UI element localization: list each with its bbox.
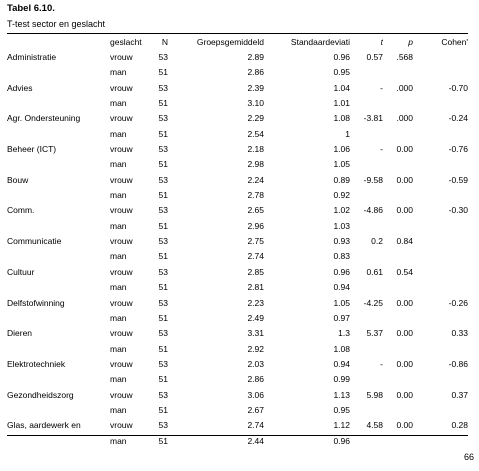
cell-gender: man bbox=[110, 374, 127, 385]
cell-gender: man bbox=[110, 98, 127, 109]
cell-group-mean: 2.74 bbox=[247, 251, 264, 262]
cell-std-dev: 1.04 bbox=[333, 82, 350, 93]
cell-sector: Delfstofwinning bbox=[7, 297, 65, 308]
cell-t: -4.86 bbox=[363, 205, 383, 216]
cell-t: 0.57 bbox=[366, 52, 383, 62]
cell-p bbox=[383, 65, 413, 80]
cell-cohens-d: 0.33 bbox=[451, 328, 468, 339]
cell-std-dev: 0.94 bbox=[333, 282, 350, 293]
cell-std-dev: 1.05 bbox=[333, 297, 350, 308]
cell-std-dev: 1.13 bbox=[333, 389, 350, 400]
table-row bbox=[7, 296, 471, 311]
cell-cohens-d bbox=[413, 50, 471, 65]
cell-n: 51 bbox=[158, 159, 168, 170]
cell-cohens-d: -0.30 bbox=[448, 205, 468, 216]
cell-std-dev: 0.92 bbox=[333, 190, 350, 201]
cell-sector bbox=[7, 65, 110, 80]
cell-cohens-d bbox=[413, 280, 471, 295]
cell-sector: Agr. Ondersteuning bbox=[7, 113, 81, 124]
table-row bbox=[7, 173, 471, 188]
cell-p bbox=[383, 96, 413, 111]
cell-gender: man bbox=[110, 312, 127, 323]
cell-sector bbox=[7, 219, 110, 234]
cell-sector: Glas, aardewerk en bbox=[7, 420, 81, 431]
cell-std-dev: 0.94 bbox=[333, 358, 350, 369]
cell-p: 0.54 bbox=[396, 266, 413, 277]
cell-n: 51 bbox=[158, 98, 168, 109]
cell-cohens-d bbox=[413, 219, 471, 234]
cell-n: 51 bbox=[158, 435, 168, 446]
table-row bbox=[7, 342, 471, 357]
table-row bbox=[7, 418, 471, 433]
cell-group-mean: 2.81 bbox=[247, 282, 264, 293]
cell-gender: man bbox=[110, 404, 127, 415]
cell-t: - bbox=[380, 144, 383, 155]
table-row bbox=[7, 234, 471, 249]
cell-group-mean: 2.44 bbox=[247, 435, 264, 446]
cell-std-dev: 0.97 bbox=[333, 312, 350, 323]
cell-sector bbox=[7, 249, 110, 264]
cell-std-dev: 1.08 bbox=[333, 343, 350, 354]
cell-group-mean: 2.75 bbox=[247, 236, 264, 247]
cell-sector: Communicatie bbox=[7, 236, 62, 247]
header-n: N bbox=[161, 37, 168, 47]
cell-t: 5.98 bbox=[366, 389, 383, 400]
cell-t bbox=[350, 188, 383, 203]
cell-sector: Gezondheidszorg bbox=[7, 389, 74, 400]
cell-group-mean: 2.78 bbox=[247, 190, 264, 201]
cell-t bbox=[350, 127, 383, 142]
cell-t: 5.37 bbox=[366, 328, 383, 339]
cell-p bbox=[383, 342, 413, 357]
cell-group-mean: 2.18 bbox=[247, 144, 264, 155]
table-row bbox=[7, 249, 471, 264]
cell-n: 53 bbox=[158, 82, 168, 93]
cell-cohens-d bbox=[413, 372, 471, 387]
cell-p bbox=[383, 219, 413, 234]
cell-group-mean: 2.67 bbox=[247, 404, 264, 415]
cell-gender: vrouw bbox=[110, 358, 133, 369]
cell-group-mean: 2.74 bbox=[247, 420, 264, 431]
cell-gender: vrouw bbox=[110, 113, 133, 124]
cell-sector bbox=[7, 342, 110, 357]
cell-n: 53 bbox=[158, 266, 168, 277]
header-p: p bbox=[408, 37, 413, 47]
cell-std-dev: 1.02 bbox=[333, 205, 350, 216]
cell-p: 0.00 bbox=[396, 389, 413, 400]
cell-cohens-d bbox=[413, 65, 471, 80]
cell-t bbox=[350, 280, 383, 295]
table-row bbox=[7, 81, 471, 96]
table-row bbox=[7, 127, 471, 142]
cell-sector bbox=[7, 311, 110, 326]
table-row bbox=[7, 50, 471, 65]
cell-n: 51 bbox=[158, 312, 168, 323]
cell-gender: man bbox=[110, 220, 127, 231]
cell-sector: Cultuur bbox=[7, 266, 35, 277]
cell-gender: man bbox=[110, 343, 127, 354]
table-row bbox=[7, 96, 471, 111]
cell-t: 0.61 bbox=[366, 266, 383, 277]
cell-group-mean: 2.23 bbox=[247, 297, 264, 308]
cell-sector bbox=[7, 157, 110, 172]
cell-n: 53 bbox=[158, 144, 168, 155]
cell-n: 51 bbox=[158, 404, 168, 415]
table-row bbox=[7, 188, 471, 203]
cell-n: 51 bbox=[158, 282, 168, 293]
cell-cohens-d: -0.24 bbox=[448, 113, 468, 124]
header-group-mean: Groepsgemiddeld bbox=[196, 37, 264, 47]
cell-std-dev: 0.96 bbox=[333, 435, 350, 446]
cell-cohens-d: -0.70 bbox=[448, 82, 468, 93]
table-header-row bbox=[7, 35, 471, 50]
cell-t: -9.58 bbox=[363, 174, 383, 185]
cell-n: 51 bbox=[158, 251, 168, 262]
cell-p: 0.00 bbox=[396, 328, 413, 339]
table-body bbox=[7, 50, 471, 449]
cell-p: 0.00 bbox=[396, 297, 413, 308]
cell-std-dev: 0.95 bbox=[333, 404, 350, 415]
cell-sector bbox=[7, 188, 110, 203]
cell-gender: vrouw bbox=[110, 144, 133, 155]
cell-p: 0.00 bbox=[396, 420, 413, 431]
cell-sector: Comm. bbox=[7, 205, 35, 216]
cell-group-mean: 2.49 bbox=[247, 312, 264, 323]
cell-sector bbox=[7, 96, 110, 111]
cell-gender: man bbox=[110, 435, 127, 446]
cell-gender: vrouw bbox=[110, 236, 133, 247]
cell-gender: man bbox=[110, 128, 127, 139]
table-row bbox=[7, 157, 471, 172]
cell-cohens-d bbox=[413, 311, 471, 326]
cell-gender: vrouw bbox=[110, 389, 133, 400]
cell-cohens-d bbox=[413, 342, 471, 357]
cell-cohens-d: 0.37 bbox=[451, 389, 468, 400]
cell-p bbox=[383, 280, 413, 295]
cell-group-mean: 2.54 bbox=[247, 128, 264, 139]
cell-gender: vrouw bbox=[110, 420, 133, 431]
cell-std-dev: 1.08 bbox=[333, 113, 350, 124]
cell-cohens-d bbox=[413, 403, 471, 418]
table-row bbox=[7, 265, 471, 280]
cell-p: 0.00 bbox=[396, 358, 413, 369]
cell-t: 0.2 bbox=[371, 236, 383, 247]
cell-gender: man bbox=[110, 282, 127, 293]
cell-n: 51 bbox=[158, 67, 168, 78]
cell-cohens-d bbox=[413, 127, 471, 142]
cell-gender: man bbox=[110, 190, 127, 201]
cell-sector bbox=[7, 403, 110, 418]
cell-sector: Advies bbox=[7, 82, 33, 93]
cell-t bbox=[350, 219, 383, 234]
table-row bbox=[7, 65, 471, 80]
table-subtitle: T-test sector en geslacht bbox=[7, 19, 106, 29]
cell-t bbox=[350, 311, 383, 326]
cell-group-mean: 2.24 bbox=[247, 174, 264, 185]
cell-n: 53 bbox=[158, 420, 168, 431]
top-rule bbox=[7, 33, 468, 34]
header-sector bbox=[7, 35, 110, 50]
cell-n: 53 bbox=[158, 174, 168, 185]
cell-sector: Elektrotechniek bbox=[7, 358, 66, 369]
table-row bbox=[7, 326, 471, 341]
cell-sector: Bouw bbox=[7, 174, 29, 185]
cell-gender: vrouw bbox=[110, 82, 133, 93]
cell-gender: vrouw bbox=[110, 52, 133, 62]
cell-n: 51 bbox=[158, 374, 168, 385]
cell-t bbox=[350, 372, 383, 387]
cell-group-mean: 2.85 bbox=[247, 266, 264, 277]
cell-group-mean: 2.39 bbox=[247, 82, 264, 93]
table-row bbox=[7, 280, 471, 295]
cell-p: 0.00 bbox=[396, 144, 413, 155]
table-row bbox=[7, 142, 471, 157]
cell-std-dev: 0.96 bbox=[333, 266, 350, 277]
cell-p bbox=[383, 311, 413, 326]
cell-n: 53 bbox=[158, 297, 168, 308]
cell-t bbox=[350, 403, 383, 418]
cell-group-mean: 2.98 bbox=[247, 159, 264, 170]
cell-gender: man bbox=[110, 159, 127, 170]
cell-t: - bbox=[380, 82, 383, 93]
cell-t: - bbox=[380, 358, 383, 369]
cell-std-dev: 0.93 bbox=[333, 236, 350, 247]
cell-cohens-d: -0.76 bbox=[448, 144, 468, 155]
cell-p bbox=[383, 127, 413, 142]
cell-gender: vrouw bbox=[110, 328, 133, 339]
cell-p: 0.84 bbox=[396, 236, 413, 247]
cell-std-dev: 0.83 bbox=[333, 251, 350, 262]
table-row bbox=[7, 203, 471, 218]
cell-sector bbox=[7, 127, 110, 142]
cell-cohens-d: 0.28 bbox=[451, 420, 468, 431]
cell-group-mean: 3.31 bbox=[247, 328, 264, 339]
cell-n: 53 bbox=[158, 358, 168, 369]
cell-std-dev: 1.05 bbox=[333, 159, 350, 170]
header-gender: geslacht bbox=[110, 37, 142, 47]
cell-n: 53 bbox=[158, 52, 168, 62]
cell-std-dev: 0.95 bbox=[333, 67, 350, 78]
bottom-rule bbox=[7, 435, 468, 436]
cell-sector: Dieren bbox=[7, 328, 33, 339]
cell-group-mean: 2.03 bbox=[247, 358, 264, 369]
header-std-dev: Standaardeviati bbox=[290, 37, 350, 47]
table-row bbox=[7, 403, 471, 418]
cell-t bbox=[350, 249, 383, 264]
cell-p: .000 bbox=[396, 82, 413, 93]
cell-t bbox=[350, 65, 383, 80]
cell-p bbox=[383, 157, 413, 172]
cell-gender: man bbox=[110, 251, 127, 262]
cell-p: .000 bbox=[396, 113, 413, 124]
cell-group-mean: 2.86 bbox=[247, 374, 264, 385]
table-row bbox=[7, 372, 471, 387]
cell-t bbox=[350, 342, 383, 357]
table-row bbox=[7, 111, 471, 126]
cell-sector: Beheer (ICT) bbox=[7, 144, 57, 155]
cell-group-mean: 2.89 bbox=[247, 52, 264, 62]
cell-std-dev: 1.12 bbox=[333, 420, 350, 431]
cell-sector: Administratie bbox=[7, 52, 57, 62]
cell-n: 51 bbox=[158, 190, 168, 201]
cell-p: .568 bbox=[396, 52, 413, 62]
header-cohens-d: Cohen' bbox=[441, 37, 468, 47]
cell-cohens-d bbox=[413, 157, 471, 172]
cell-n: 53 bbox=[158, 236, 168, 247]
cell-p bbox=[383, 249, 413, 264]
cell-std-dev: 1.03 bbox=[333, 220, 350, 231]
cell-gender: vrouw bbox=[110, 174, 133, 185]
header-t: t bbox=[380, 37, 383, 47]
cell-group-mean: 2.96 bbox=[247, 220, 264, 231]
cell-p bbox=[383, 403, 413, 418]
cell-p: 0.00 bbox=[396, 205, 413, 216]
ttest-table bbox=[7, 35, 471, 449]
cell-cohens-d: -0.59 bbox=[448, 174, 468, 185]
cell-t: 4.58 bbox=[366, 420, 383, 431]
cell-gender: man bbox=[110, 67, 127, 78]
cell-group-mean: 2.65 bbox=[247, 205, 264, 216]
table-row bbox=[7, 388, 471, 403]
cell-group-mean: 2.86 bbox=[247, 67, 264, 78]
cell-group-mean: 3.10 bbox=[247, 98, 264, 109]
cell-n: 53 bbox=[158, 328, 168, 339]
cell-sector bbox=[7, 280, 110, 295]
cell-group-mean: 3.06 bbox=[247, 389, 264, 400]
cell-gender: vrouw bbox=[110, 297, 133, 308]
cell-gender: vrouw bbox=[110, 205, 133, 216]
page-number: 66 bbox=[464, 452, 475, 462]
table-row bbox=[7, 311, 471, 326]
cell-std-dev: 1.3 bbox=[338, 328, 350, 339]
cell-group-mean: 2.92 bbox=[247, 343, 264, 354]
cell-cohens-d bbox=[413, 234, 471, 249]
cell-sector bbox=[7, 372, 110, 387]
cell-n: 51 bbox=[158, 220, 168, 231]
table-row bbox=[7, 219, 471, 234]
cell-p: 0.00 bbox=[396, 174, 413, 185]
cell-std-dev: 0.89 bbox=[333, 174, 350, 185]
cell-n: 53 bbox=[158, 205, 168, 216]
cell-cohens-d bbox=[413, 265, 471, 280]
cell-t: -3.81 bbox=[363, 113, 383, 124]
cell-std-dev: 1 bbox=[345, 128, 350, 139]
cell-t bbox=[350, 157, 383, 172]
cell-n: 51 bbox=[158, 128, 168, 139]
cell-gender: vrouw bbox=[110, 266, 133, 277]
cell-p bbox=[383, 188, 413, 203]
table-title: Tabel 6.10. bbox=[7, 3, 55, 14]
cell-cohens-d bbox=[413, 188, 471, 203]
cell-t: -4.25 bbox=[363, 297, 383, 308]
cell-cohens-d bbox=[413, 96, 471, 111]
cell-std-dev: 0.99 bbox=[333, 374, 350, 385]
cell-p bbox=[383, 372, 413, 387]
cell-n: 53 bbox=[158, 389, 168, 400]
cell-n: 53 bbox=[158, 113, 168, 124]
table-row bbox=[7, 357, 471, 372]
cell-std-dev: 1.01 bbox=[333, 98, 350, 109]
cell-cohens-d: -0.86 bbox=[448, 358, 468, 369]
cell-t bbox=[350, 96, 383, 111]
cell-std-dev: 1.06 bbox=[333, 144, 350, 155]
cell-std-dev: 0.96 bbox=[333, 52, 350, 62]
cell-cohens-d: -0.26 bbox=[448, 297, 468, 308]
cell-cohens-d bbox=[413, 249, 471, 264]
cell-n: 51 bbox=[158, 343, 168, 354]
cell-group-mean: 2.29 bbox=[247, 113, 264, 124]
